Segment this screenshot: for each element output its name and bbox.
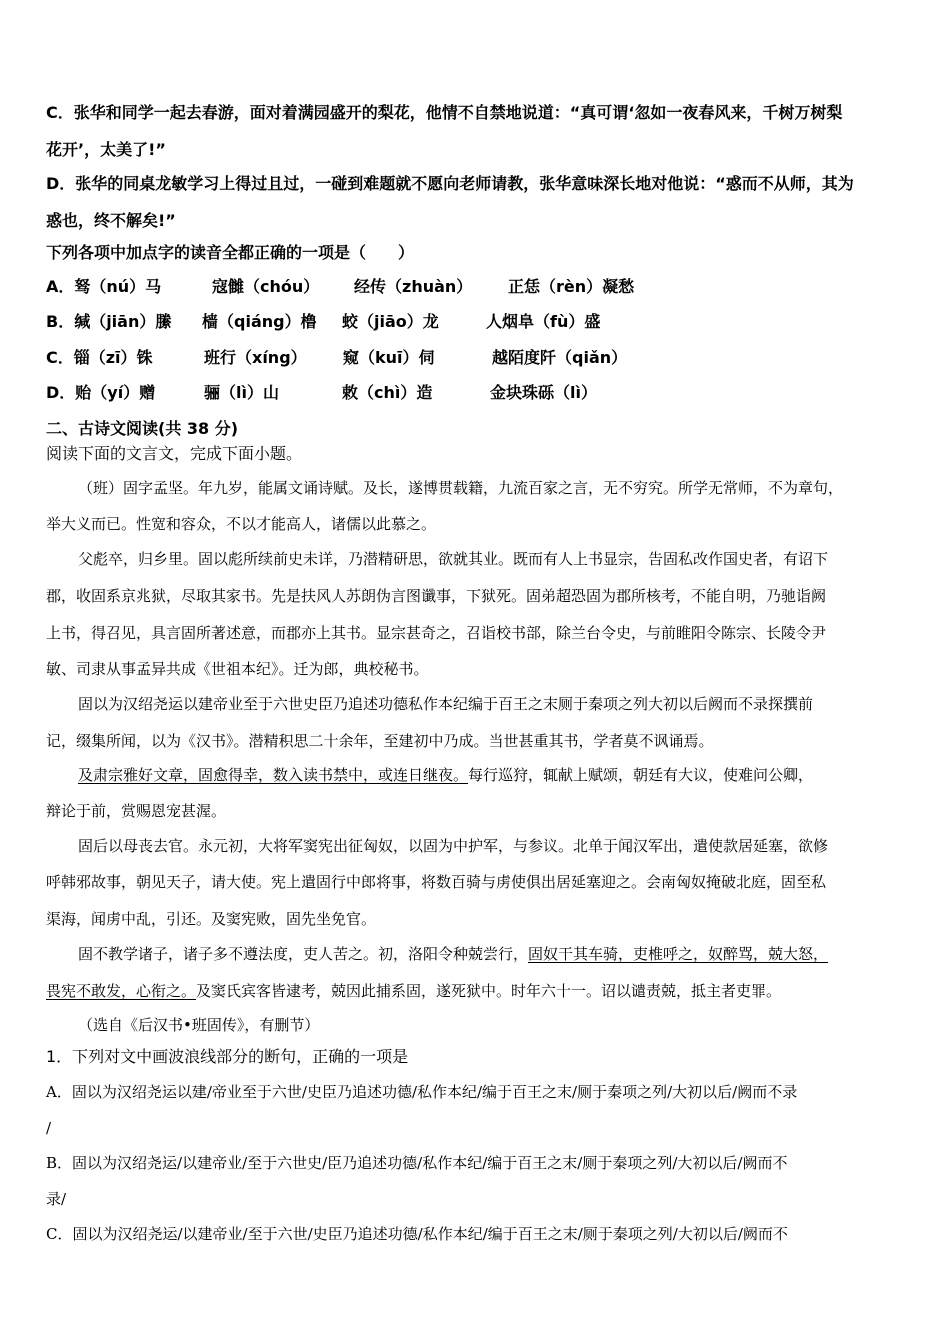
pron-option-a-2: 寇雠（chóu） [212, 277, 320, 296]
pron-option-b-2: 樯（qiáng）橹 [202, 312, 317, 331]
passage-p3-line1: 固以为汉绍尧运以建帝业至于六世史臣乃追述功德私作本纪编于百王之末厕于秦项之列大初以后阙而不录探撰前 [78, 695, 814, 713]
q1-option-b-line1: B．固以为汉绍尧运/以建帝业/至于六世史/臣乃追述功德/私作本纪/编于百王之末/厕于秦项之列/大初以后/阙而不 [46, 1154, 788, 1172]
wavy-underlined-text-1: 固奴干其车骑，吏椎呼之，奴醉骂，兢大怒， [528, 945, 829, 963]
passage-p5-line1: 固后以母丧去官。永元初，大将军窦宪出征匈奴，以固为中护军，与参议。北单于闻汉军出，遣使款居延塞，欲修 [78, 837, 829, 855]
pronunciation-question-stem: 下列各项中加点字的读音全都正确的一项是（ ） [46, 243, 415, 262]
pron-option-a-1: A．驽（nú）马 [46, 277, 162, 296]
passage-p4-line2: 辩论于前，赏赐恩宠甚渥。 [46, 802, 227, 820]
q-prev-option-c-line2: 花开’，太美了!” [46, 140, 166, 159]
pron-option-d-3: 敕（chì）造 [342, 383, 433, 402]
q-prev-option-d-line2: 惑也，终不解矣!” [46, 211, 176, 230]
passage-p2-line3: 上书，得召见，具言固所著述意，而郡亦上其书。显宗甚奇之，召诣校书部，除兰台令史，与前睢阳令陈宗、长陵令尹 [46, 624, 827, 642]
q1-option-b-line2: 录/ [46, 1190, 67, 1208]
pron-option-b-4: 人烟阜（fù）盛 [486, 312, 601, 331]
q1-option-c-line1: C．固以为汉绍尧运/以建帝业/至于六世/史臣乃追述功德/私作本纪/编于百王之末/厕于秦项之列/大初以后/阙而不 [46, 1225, 788, 1243]
passage-p4-line1 [78, 765, 813, 785]
passage-p5-line3: 渠海，闻虏中乱，引还。及窦宪败，固先坐免官。 [46, 910, 377, 928]
question-1-stem: 1．下列对文中画波浪线部分的断句，正确的一项是 [46, 1047, 409, 1066]
passage-p2-line4: 敏、司隶从事孟异共成《世祖本纪》。迁为郎，典校秘书。 [46, 660, 429, 678]
passage-p6-line1 [78, 944, 828, 964]
pron-option-c-1: C．锱（zī）铢 [46, 348, 153, 367]
passage-p1-line1: （班）固字孟坚。年九岁，能属文诵诗赋。及长，遂博贯载籍，九流百家之言，无不穷究。所学无常师，不为章句， [78, 479, 844, 497]
pron-option-d-1: D．贻（yí）赠 [46, 383, 156, 402]
passage-source: （选自《后汉书•班固传》，有删节） [78, 1016, 320, 1034]
pron-option-a-4: 正恁（rèn）凝愁 [508, 277, 635, 296]
underlined-sentence: 及肃宗雅好文章，固愈得幸，数入读书禁中，或连日继夜。 [78, 766, 469, 784]
reading-instruction: 阅读下面的文言文，完成下面小题。 [46, 444, 303, 463]
pron-option-b-1: B．缄（jiān）縢 [46, 312, 172, 331]
q-prev-option-c-line1: C．张华和同学一起去春游，面对着满园盛开的梨花，他情不自禁地说道：“真可谓‘忽如一夜春风来，千树万树梨 [46, 103, 843, 122]
pron-option-d-2: 骊（lì）山 [204, 383, 279, 402]
pron-option-a-3: 经传（zhuàn） [354, 277, 473, 296]
passage-p1-line2: 举大义而已。性宽和容众，不以才能高人，诸儒以此慕之。 [46, 515, 437, 533]
pron-option-c-4: 越陌度阡（qiǎn） [492, 348, 628, 367]
q1-option-a-line1: A．固以为汉绍尧运以建/帝业至于六世/史臣乃追述功德/私作本纪/编于百王之末/厕于秦项之列/大初以后/阙而不录 [46, 1083, 798, 1101]
pron-option-c-3: 窥（kuī）伺 [343, 348, 435, 367]
q-prev-option-d-line1: D．张华的同桌龙敏学习上得过且过，一碰到难题就不愿向老师请教，张华意味深长地对他说：“惑而不从师，其为 [46, 174, 854, 193]
passage-p3-line2: 记，缀集所闻，以为《汉书》。潜精积思二十余年，至建初中乃成。当世甚重其书，学者莫不讽诵焉。 [46, 732, 714, 750]
pron-option-d-4: 金块珠砾（lì） [490, 383, 597, 402]
pron-option-c-2: 班行（xíng） [204, 348, 307, 367]
passage-p5-line2: 呼韩邪故事，朝见天子，请大使。宪上遣固行中郎将事，将数百骑与虏使俱出居延塞迎之。会南匈奴掩破北庭，固至私 [46, 873, 827, 891]
section-heading: 二、古诗文阅读(共 38 分) [46, 419, 239, 438]
q1-option-a-line2: / [46, 1119, 52, 1137]
passage-p4-rest: 每行巡狩，辄献上赋颂，朝廷有大议，使难问公卿， [468, 766, 814, 784]
passage-p6-start: 固不教学诸子，诸子多不遵法度，吏人苦之。初，洛阳令种兢尝行， [78, 945, 529, 963]
passage-p6-line2 [46, 981, 781, 1001]
passage-p2-line2: 郡，收固系京兆狱，尽取其家书。先是扶风人苏朗伪言图谶事，下狱死。固弟超恐固为郡所核考，不能自明，乃驰诣阙 [46, 587, 827, 605]
wavy-underlined-text-2: 畏宪不敢发，心衔之。 [46, 982, 197, 1000]
passage-p2-line1: 父彪卒，归乡里。固以彪所续前史未详，乃潜精研思，欲就其业。既而有人上书显宗，告固私改作国史者，有诏下 [78, 550, 829, 568]
passage-p6-rest: 及窦氏宾客皆逮考，兢因此捕系固，遂死狱中。时年六十一。诏以谴责兢，抵主者吏罪。 [196, 982, 782, 1000]
pron-option-b-3: 蛟（jiāo）龙 [342, 312, 439, 331]
